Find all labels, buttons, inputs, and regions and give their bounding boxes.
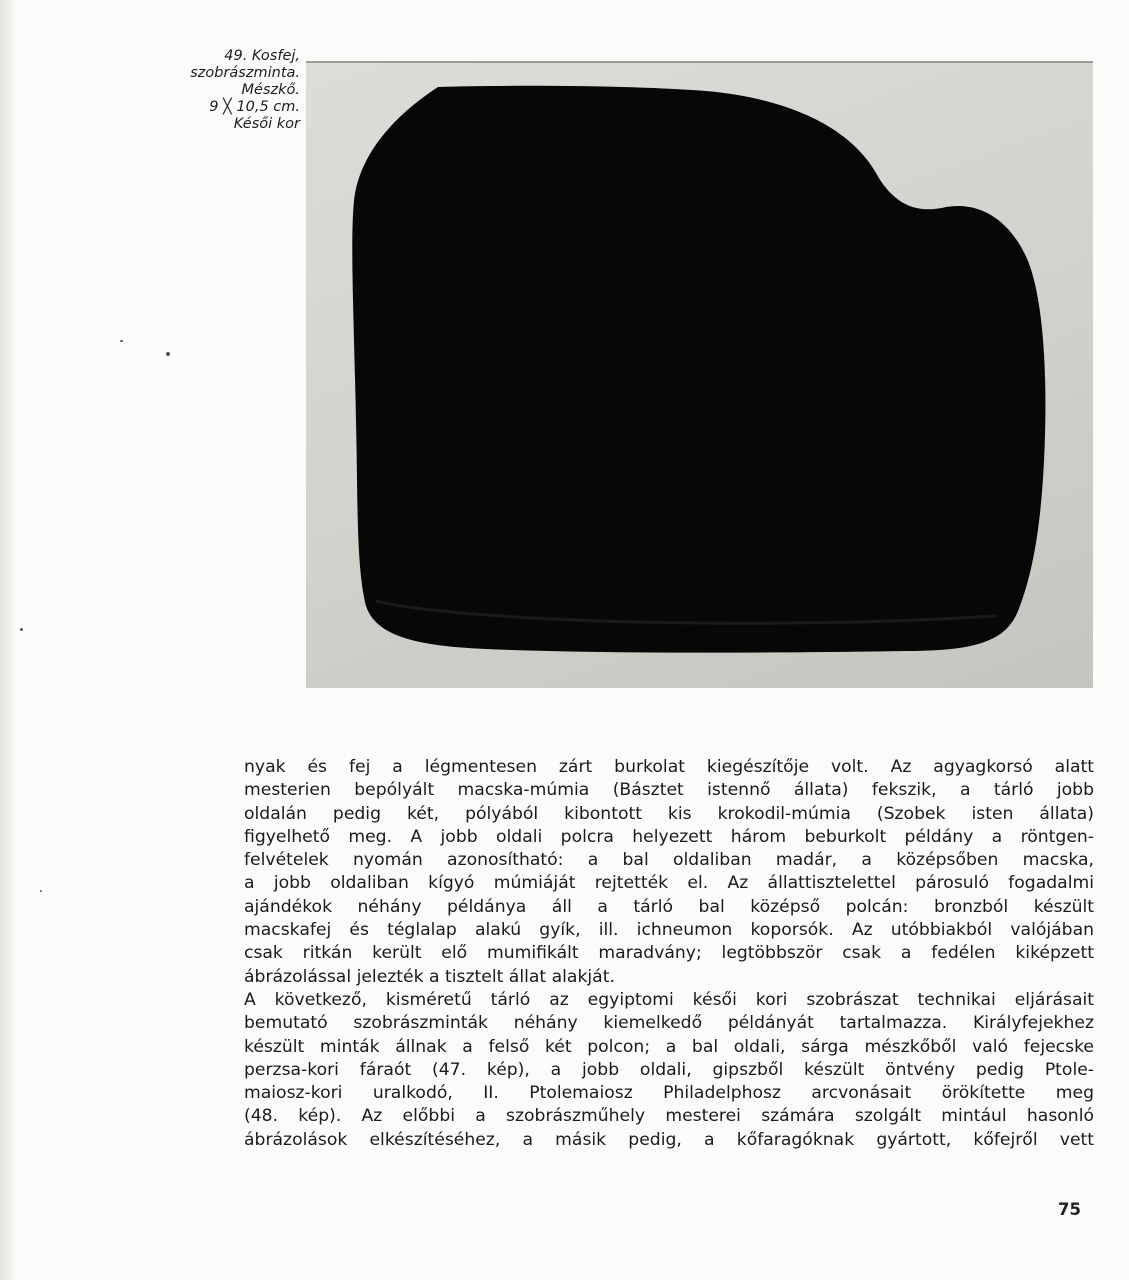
text-line: A következő, kisméretű tárló az egyiptomi késői kori szobrászat technikai eljárásait (244, 989, 1094, 1010)
text-line: ábrázolások elkészítéséhez, a másik pedig, a kőfaragóknak gyártott, kőfejről vett (244, 1129, 1094, 1150)
text-line: maiosz-kori uralkodó, II. Ptolemaiosz Philadelphosz arcvonásait örökítette meg (244, 1083, 1094, 1104)
page-binding-edge (0, 0, 14, 1280)
text-line-paragraph-end: ábrázolással jelezték a tisztelt állat alakját. (244, 966, 615, 987)
page-number: 75 (1058, 1200, 1081, 1219)
text-line: perzsa-kori fáraót (47. kép), a jobb oldali, gipszből készült öntvény pedig Ptole- (244, 1059, 1094, 1080)
text-line: ajándékok néhány példánya áll a tárló bal középső polcán: bronzból készült (244, 896, 1094, 917)
text-line: mesterien bepólyált macska-múmia (Básztet istennő állata) fekszik, a tárló jobb (244, 780, 1094, 801)
caption-line-material: Mészkő. (241, 82, 300, 98)
caption-line-period: Késői kor (233, 116, 300, 132)
caption-line-dimensions: 9 ╳ 10,5 cm. (209, 99, 300, 115)
caption-line-type: szobrászminta. (190, 65, 300, 81)
text-line: nyak és fej a légmentesen zárt burkolat kiegészítője volt. Az agyagkorsó alatt (244, 757, 1094, 777)
text-line: a jobb oldaliban kígyó múmiáját rejtették el. Az állattisztelettel párosuló fogadalmi (244, 873, 1094, 894)
text-line: oldalán pedig két, pólyából kibontott kis krokodil-múmia (Szobek isten állata) (244, 803, 1094, 824)
text-line: (48. kép). Az előbbi a szobrászműhely mesterei számára szolgált mintául hasonló (244, 1106, 1094, 1127)
figure-caption (150, 48, 300, 133)
text-line: bemutató szobrászminták néhány kiemelkedő példányát tartalmazza. Királyfejekhez (244, 1013, 1094, 1034)
sculpture-shape (352, 86, 1045, 653)
body-text (244, 756, 1094, 1152)
ram-head-silhouette (306, 61, 1093, 688)
caption-line-figure-title: 49. Kosfej, (224, 48, 300, 64)
text-line: készült minták állnak a felső két polcon; a bal oldali, sárga mészkőből való fejecske (244, 1036, 1094, 1057)
text-line: felvételek nyomán azonosítható: a bal oldaliban madár, a középsőben macska, (244, 850, 1094, 871)
text-line: figyelhető meg. A jobb oldali polcra helyezett három beburkolt példány a röntgen- (244, 826, 1094, 847)
text-line: csak ritkán került elő mumifikált maradvány; legtöbbször csak a fedélen kiképzett (244, 943, 1094, 964)
figure-photo (306, 61, 1093, 688)
text-line: macskafej és téglalap alakú gyík, ill. ichneumon koporsók. Az utóbbiakból valójában (244, 920, 1094, 941)
